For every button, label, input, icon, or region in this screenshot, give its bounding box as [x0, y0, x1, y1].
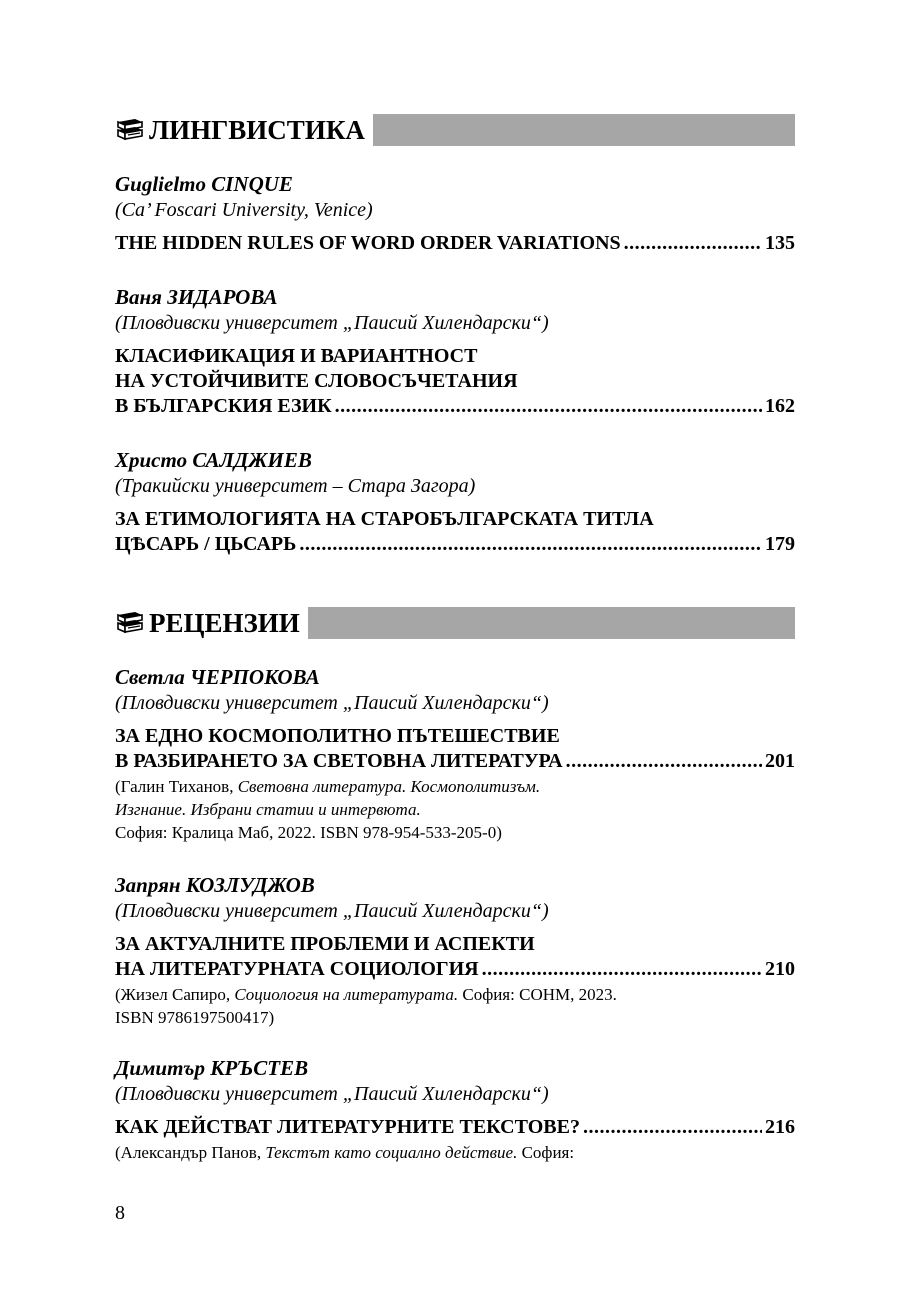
entry-title-line: В РАЗБИРАНЕТО ЗА СВЕТОВНА ЛИТЕРАТУРА: [115, 750, 563, 772]
books-icon: [115, 611, 145, 635]
entry-page-number: 210: [765, 958, 795, 980]
entry-affiliation: (Пловдивски университет „Паисий Хилендарски“): [115, 692, 549, 714]
entry-title-line: НА УСТОЙЧИВИТЕ СЛОВОСЪЧЕТАНИЯ: [115, 370, 518, 392]
entry-title[interactable]: [115, 724, 795, 774]
leader-dots: [299, 532, 762, 557]
section-bar: [308, 607, 795, 639]
section-bar: [373, 114, 795, 146]
entry-author: Светла ЧЕРПОКОВА: [115, 665, 320, 689]
section-header-linguistics: [115, 113, 795, 147]
note-text: (Александър Панов,: [115, 1143, 266, 1162]
entry-affiliation: (Тракийски университет – Стара Загора): [115, 475, 476, 497]
entry-affiliation: (Пловдивски университет „Паисий Хилендарски“): [115, 900, 549, 922]
note-text: София: СОНМ, 2023.: [458, 985, 617, 1004]
review-note: [115, 775, 795, 844]
entry-author: Запрян КОЗЛУДЖОВ: [115, 873, 315, 897]
section-title: ЛИНГВИСТИКА: [149, 115, 365, 145]
leader-dots: [583, 1115, 762, 1140]
note-book-title: Социология на литературата.: [234, 985, 459, 1004]
page-number: 8: [115, 1202, 125, 1224]
toc-page: [115, 0, 795, 1300]
entry-title[interactable]: [115, 344, 795, 419]
toc-entry: [115, 664, 795, 844]
entry-page-number: 201: [765, 750, 795, 772]
note-book-title: Изгнание. Избрани статии и интервюта.: [115, 800, 421, 819]
entry-affiliation: (Пловдивски университет „Паисий Хилендарски“): [115, 1083, 549, 1105]
toc-entry: [115, 1055, 795, 1164]
entry-title-line: ЗА ЕДНО КОСМОПОЛИТНО ПЪТЕШЕСТВИЕ: [115, 725, 560, 747]
entry-affiliation: (Пловдивски университет „Паисий Хилендарски“): [115, 312, 549, 334]
leader-dots: [482, 957, 762, 982]
entry-author: Христо САЛДЖИЕВ: [115, 448, 312, 472]
note-text: (Галин Тиханов,: [115, 777, 238, 796]
entry-title-line: THE HIDDEN RULES OF WORD ORDER VARIATIONS: [115, 232, 621, 254]
entry-page-number: 179: [765, 533, 795, 555]
entry-title-line: ЗА АКТУАЛНИТЕ ПРОБЛЕМИ И АСПЕКТИ: [115, 933, 535, 955]
entry-page-number: 135: [765, 232, 795, 254]
toc-entry: [115, 447, 795, 557]
section-title: РЕЦЕНЗИИ: [149, 608, 300, 638]
entry-title[interactable]: [115, 932, 795, 982]
entry-title[interactable]: [115, 507, 795, 557]
toc-entry: [115, 872, 795, 1029]
entry-affiliation: (Ca’ Foscari University, Venice): [115, 199, 373, 221]
entry-page-number: 162: [765, 395, 795, 417]
entry-author: Guglielmo CINQUE: [115, 172, 293, 196]
note-text: София:: [517, 1143, 575, 1162]
entry-title-line: НА ЛИТЕРАТУРНАТА СОЦИОЛОГИЯ: [115, 958, 479, 980]
note-text: (Жизел Сапиро,: [115, 985, 235, 1004]
note-text: София: Кралица Маб, 2022. ISBN 978-954-533-205-0): [115, 823, 502, 842]
entry-title[interactable]: [115, 231, 795, 256]
entry-author: Димитър КРЪСТЕВ: [115, 1056, 309, 1080]
entry-page-number: 216: [765, 1116, 795, 1138]
review-note: [115, 983, 795, 1029]
review-note: [115, 1141, 795, 1164]
note-book-title: Текстът като социално действие.: [265, 1143, 518, 1162]
leader-dots: [335, 394, 762, 419]
books-icon: [115, 118, 145, 142]
leader-dots: [566, 749, 762, 774]
entry-title-line: ЗА ЕТИМОЛОГИЯТА НА СТАРОБЪЛГАРСКАТА ТИТЛА: [115, 508, 654, 530]
section-header-reviews: [115, 606, 795, 640]
leader-dots: [624, 231, 762, 256]
toc-entry: [115, 284, 795, 419]
entry-author: Ваня ЗИДАРОВА: [115, 285, 278, 309]
entry-title-line: В БЪЛГАРСКИЯ ЕЗИК: [115, 395, 332, 417]
toc-entry: [115, 171, 795, 256]
entry-title-line: ЦѢСАРЬ / ЦЬСАРЬ: [115, 533, 297, 555]
entry-title[interactable]: [115, 1115, 795, 1140]
entry-title-line: КЛАСИФИКАЦИЯ И ВАРИАНТНОСТ: [115, 345, 478, 367]
entry-title-line: КАК ДЕЙСТВАТ ЛИТЕРАТУРНИТЕ ТЕКСТОВЕ?: [115, 1116, 580, 1138]
note-text: ISBN 9786197500417): [115, 1008, 275, 1027]
note-book-title: Световна литература. Космополитизъм.: [237, 777, 541, 796]
